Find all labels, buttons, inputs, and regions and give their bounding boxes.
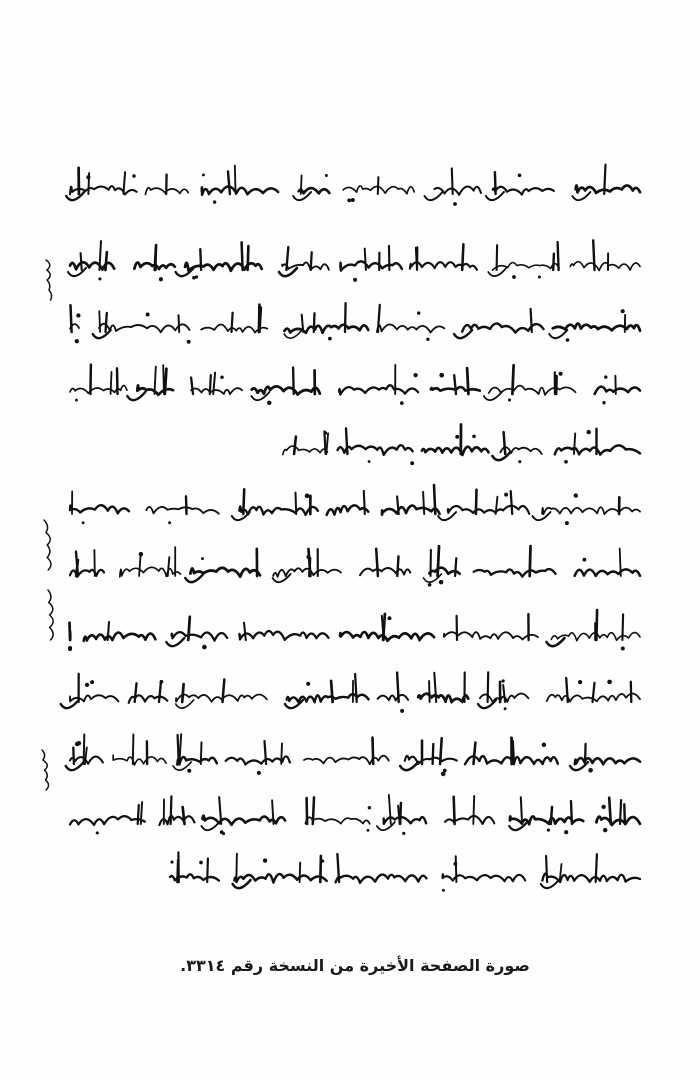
handwriting-stroke <box>530 546 531 576</box>
handwriting-dot <box>388 616 392 620</box>
handwriting-dot <box>565 521 569 525</box>
handwriting-stroke <box>604 165 605 194</box>
handwriting-stroke <box>405 756 457 764</box>
handwriting-stroke <box>113 755 166 765</box>
handwriting-stroke <box>296 493 297 514</box>
handwriting-dot <box>621 309 625 313</box>
handwriting-stroke <box>585 744 586 764</box>
handwriting-dot <box>321 860 324 863</box>
handwriting-dot <box>442 889 445 892</box>
handwriting-stroke <box>336 875 427 883</box>
handwriting-stroke <box>120 567 181 577</box>
handwriting-stroke <box>242 242 243 270</box>
handwriting-stroke <box>423 492 424 514</box>
handwriting-stroke <box>355 674 357 702</box>
handwriting-dot <box>75 742 79 746</box>
handwriting-stroke <box>513 741 514 764</box>
handwriting-stroke <box>620 549 621 577</box>
handwriting-dot <box>538 275 541 278</box>
handwriting-stroke <box>433 744 434 764</box>
handwriting-dot <box>426 338 429 341</box>
handwriting-stroke <box>595 387 640 394</box>
handwriting-stroke <box>185 574 203 582</box>
handwriting-stroke <box>377 822 395 830</box>
handwriting-stroke <box>283 446 328 455</box>
handwriting-dot <box>586 430 590 434</box>
handwriting-dot <box>566 338 570 342</box>
handwriting-stroke <box>546 856 547 882</box>
handwriting-stroke <box>146 507 219 514</box>
handwriting-stroke <box>166 638 184 646</box>
handwriting-stroke <box>365 249 366 270</box>
handwriting-stroke <box>593 240 594 270</box>
handwriting-stroke <box>378 177 379 194</box>
handwriting-stroke <box>177 757 217 765</box>
handwriting-stroke <box>622 614 623 640</box>
handwriting-stroke <box>314 313 315 332</box>
handwriting-stroke <box>346 428 347 454</box>
handwriting-dot <box>453 202 457 206</box>
handwriting-stroke <box>99 324 190 333</box>
handwriting-dot <box>441 772 446 777</box>
handwriting-dot <box>512 275 516 279</box>
handwriting-dot <box>160 680 164 684</box>
handwriting-stroke <box>273 574 291 582</box>
handwriting-stroke <box>48 590 53 640</box>
handwriting-stroke <box>71 305 72 332</box>
handwriting-stroke <box>454 797 455 824</box>
handwriting-dot <box>547 829 550 832</box>
handwriting-stroke <box>313 797 314 824</box>
handwriting-stroke <box>547 638 565 646</box>
handwriting-stroke <box>376 549 378 576</box>
handwriting-stroke <box>106 313 107 332</box>
handwriting-stroke <box>66 192 84 200</box>
handwriting-stroke <box>474 569 556 577</box>
handwriting-stroke <box>309 549 311 576</box>
handwriting-stroke <box>339 385 418 394</box>
handwriting-stroke <box>364 491 365 514</box>
handwriting-stroke <box>200 249 201 270</box>
handwriting-dot <box>602 401 605 404</box>
handwriting-stroke <box>429 681 430 702</box>
handwriting-stroke <box>378 695 408 701</box>
handwriting-stroke <box>226 756 290 764</box>
handwriting-stroke <box>425 192 443 200</box>
handwriting-stroke <box>549 330 567 338</box>
handwriting-stroke <box>484 392 502 400</box>
handwriting-stroke <box>90 365 91 394</box>
handwriting-dot <box>504 707 507 710</box>
handwriting-stroke <box>191 378 193 395</box>
handwriting-stroke <box>575 569 640 576</box>
handwriting-dot <box>68 646 72 650</box>
handwriting-dot <box>574 493 578 497</box>
handwriting-stroke <box>495 172 496 194</box>
handwriting-stroke <box>155 367 156 394</box>
handwriting-stroke <box>185 263 262 271</box>
handwriting-stroke <box>397 556 398 576</box>
handwriting-stroke <box>434 673 436 702</box>
handwriting-stroke <box>42 750 49 790</box>
handwriting-dot <box>213 200 216 203</box>
handwriting-stroke <box>345 303 346 332</box>
handwriting-dot <box>328 337 332 341</box>
handwriting-dot <box>305 494 310 499</box>
handwriting-stroke <box>171 796 172 824</box>
handwriting-dot <box>368 460 371 463</box>
handwriting-dot <box>222 832 225 835</box>
handwriting-stroke <box>553 254 554 270</box>
handwriting-stroke <box>383 614 385 640</box>
handwriting-stroke <box>558 242 559 270</box>
handwriting-stroke <box>445 816 494 824</box>
handwriting-dot <box>621 647 625 651</box>
handwriting-stroke <box>454 375 456 394</box>
handwriting-stroke <box>273 568 341 577</box>
handwriting-dot <box>75 339 79 343</box>
handwriting-dot <box>353 278 357 282</box>
handwriting-dot <box>347 199 351 203</box>
handwriting-stroke <box>609 798 611 824</box>
handwriting-stroke <box>438 512 456 520</box>
handwriting-stroke <box>210 375 211 394</box>
handwriting-dot <box>96 831 99 834</box>
handwriting-stroke <box>576 185 640 192</box>
handwriting-dot <box>306 555 310 559</box>
handwriting-dot <box>402 832 405 835</box>
handwriting-dot <box>603 828 607 832</box>
handwriting-stroke <box>301 175 302 194</box>
handwriting-dot <box>85 683 89 687</box>
handwriting-stroke <box>340 632 434 641</box>
handwriting-dot <box>76 313 80 317</box>
handwriting-stroke <box>127 392 145 400</box>
handwriting-stroke <box>168 557 170 576</box>
handwriting-dot <box>146 313 150 317</box>
handwriting-stroke <box>186 496 187 514</box>
handwriting-stroke <box>438 546 439 576</box>
handwriting-stroke <box>93 330 111 338</box>
handwriting-dot <box>607 680 612 685</box>
handwriting-dot <box>82 521 85 524</box>
handwriting-stroke <box>418 694 468 702</box>
handwriting-stroke <box>397 673 399 702</box>
handwriting-stroke <box>251 392 269 400</box>
handwriting-stroke <box>497 245 498 270</box>
handwriting-stroke <box>521 797 522 824</box>
handwriting-stroke <box>141 802 142 824</box>
handwriting-stroke <box>305 817 369 824</box>
handwriting-stroke <box>223 680 225 703</box>
handwriting-stroke <box>422 447 489 455</box>
handwriting-stroke <box>44 520 51 570</box>
handwriting-dot <box>504 493 508 497</box>
handwriting-stroke <box>340 261 402 270</box>
handwriting-dot <box>202 645 207 650</box>
handwriting-stroke <box>73 748 74 764</box>
handwriting-stroke <box>377 324 445 332</box>
handwriting-stroke <box>509 822 527 830</box>
handwriting-stroke <box>300 863 301 882</box>
handwriting-stroke <box>400 762 418 770</box>
handwriting-stroke <box>239 631 328 640</box>
handwriting-stroke <box>410 262 477 270</box>
handwriting-stroke <box>139 555 141 577</box>
handwriting-stroke <box>492 452 510 460</box>
handwriting-stroke <box>244 623 246 640</box>
handwriting-stroke <box>239 506 318 514</box>
handwriting-stroke <box>236 854 237 882</box>
handwriting-stroke <box>159 682 161 702</box>
handwriting-dot <box>578 680 582 684</box>
handwriting-stroke <box>285 325 369 333</box>
handwriting-stroke <box>311 252 312 270</box>
handwriting-stroke <box>201 822 219 830</box>
handwriting-stroke <box>138 805 139 824</box>
handwriting-dot <box>455 435 459 439</box>
handwriting-stroke <box>596 817 640 825</box>
handwriting-dot <box>351 198 355 202</box>
handwriting-dot <box>508 398 511 401</box>
handwriting-dot <box>170 861 173 864</box>
handwriting-stroke <box>282 262 329 270</box>
handwriting-stroke <box>235 166 236 194</box>
handwriting-dot <box>604 375 607 378</box>
handwriting-stroke <box>183 807 185 824</box>
handwriting-stroke <box>331 681 333 702</box>
handwriting-stroke <box>201 324 267 332</box>
handwriting-dot <box>559 372 563 376</box>
handwriting-stroke <box>105 252 107 270</box>
handwriting-dot <box>220 376 224 380</box>
handwriting-dot <box>454 862 458 866</box>
handwriting-stroke <box>117 368 118 394</box>
handwriting-stroke <box>373 738 374 765</box>
handwriting-stroke <box>440 738 442 764</box>
handwriting-dot <box>132 174 135 177</box>
handwriting-stroke <box>191 388 242 394</box>
handwriting-dot <box>159 277 163 281</box>
handwriting-dot <box>187 340 191 344</box>
handwriting-stroke <box>571 801 572 824</box>
handwriting-stroke <box>512 365 513 394</box>
handwriting-stroke <box>165 369 167 394</box>
handwriting-stroke <box>360 568 410 575</box>
handwriting-stroke <box>46 260 52 300</box>
handwriting-stroke <box>489 386 576 395</box>
handwriting-stroke <box>624 804 625 824</box>
handwriting-stroke <box>326 433 328 454</box>
handwriting-stroke <box>108 622 109 640</box>
handwriting-dot <box>98 277 101 280</box>
handwriting-stroke <box>265 741 267 764</box>
handwriting-dot <box>542 743 547 748</box>
handwriting-dot <box>501 679 504 682</box>
handwriting-dot <box>413 373 417 377</box>
handwriting-stroke <box>228 172 230 195</box>
handwriting-dot <box>306 682 310 686</box>
handwriting-stroke <box>531 309 532 332</box>
handwriting-stroke <box>596 610 597 640</box>
handwriting-dot <box>400 401 404 405</box>
handwriting-stroke <box>455 558 456 576</box>
handwriting-stroke <box>382 506 440 515</box>
handwriting-stroke <box>473 796 474 824</box>
handwriting-stroke <box>176 268 194 276</box>
handwriting-stroke <box>570 262 640 271</box>
handwriting-stroke <box>443 874 526 881</box>
handwriting-dot <box>518 173 522 177</box>
handwriting-stroke <box>201 742 202 764</box>
handwriting-stroke <box>488 672 489 702</box>
handwriting-stroke <box>70 262 114 269</box>
handwriting-dot <box>75 399 78 402</box>
handwriting-stroke <box>492 263 559 271</box>
handwriting-stroke <box>476 490 477 514</box>
handwriting-stroke <box>434 485 435 514</box>
handwriting-stroke <box>70 505 129 513</box>
handwriting-dot <box>257 771 261 775</box>
handwriting-stroke <box>416 248 417 270</box>
handwriting-stroke <box>389 795 391 824</box>
handwriting-dot <box>439 373 444 378</box>
handwriting-stroke <box>111 372 112 394</box>
handwriting-stroke <box>511 491 513 514</box>
handwriting-dot <box>325 174 328 177</box>
handwriting-stroke <box>572 192 590 200</box>
handwriting-stroke <box>541 880 559 888</box>
handwriting-stroke <box>299 188 330 193</box>
handwriting-stroke <box>456 856 457 882</box>
handwriting-dot <box>588 768 593 773</box>
handwriting-stroke <box>503 685 505 702</box>
handwriting-stroke <box>474 743 476 765</box>
handwriting-stroke <box>566 678 568 702</box>
handwriting-stroke <box>553 323 640 330</box>
handwriting-stroke <box>500 447 541 454</box>
handwriting-dot <box>439 580 444 585</box>
handwriting-dot <box>168 521 171 524</box>
handwriting-dot <box>263 858 267 862</box>
handwriting-stroke <box>452 168 453 194</box>
handwriting-dot <box>139 552 144 557</box>
handwriting-stroke <box>133 735 134 765</box>
handwriting-dot <box>86 175 90 179</box>
handwriting-stroke <box>448 506 530 514</box>
handwriting-stroke <box>324 431 325 454</box>
handwriting-stroke <box>178 860 179 882</box>
handwriting-stroke <box>123 172 125 194</box>
handwriting-dot <box>195 275 198 278</box>
handwriting-stroke <box>631 682 632 702</box>
handwriting-dot <box>417 311 420 314</box>
handwriting-stroke <box>542 507 640 514</box>
handwriting-stroke <box>84 633 156 641</box>
handwriting-dot <box>472 435 476 439</box>
handwriting-stroke <box>574 433 575 454</box>
handwriting-stroke <box>70 816 145 825</box>
handwriting-stroke <box>135 683 137 702</box>
handwriting-stroke <box>467 368 468 394</box>
handwriting-stroke <box>307 798 308 824</box>
handwriting-stroke <box>338 445 413 455</box>
handwriting-stroke <box>304 756 389 765</box>
handwriting-stroke <box>243 489 244 514</box>
handwriting-stroke <box>81 253 82 270</box>
handwriting-stroke <box>400 803 401 824</box>
handwriting-stroke <box>378 305 380 332</box>
handwriting-dot <box>368 806 371 809</box>
handwriting-stroke <box>219 797 221 824</box>
handwritten-manuscript <box>40 160 680 920</box>
handwriting-stroke <box>260 308 261 333</box>
handwriting-stroke <box>188 617 190 640</box>
handwriting-stroke <box>182 684 183 702</box>
handwriting-stroke <box>281 743 282 764</box>
handwriting-dot <box>187 769 191 773</box>
handwriting-dot <box>564 830 568 834</box>
handwriting-dot <box>367 829 370 832</box>
handwriting-stroke <box>202 186 278 194</box>
handwriting-dot <box>90 680 94 684</box>
handwriting-stroke <box>504 432 506 454</box>
handwriting-stroke <box>294 437 296 454</box>
handwriting-stroke <box>70 623 71 640</box>
handwriting-dot <box>202 173 205 176</box>
handwriting-stroke <box>320 856 321 882</box>
handwriting-stroke <box>327 505 369 515</box>
handwriting-stroke <box>462 244 463 270</box>
handwriting-stroke <box>248 246 249 270</box>
handwriting-stroke <box>252 386 320 394</box>
handwriting-dot <box>324 431 327 434</box>
handwriting-stroke <box>551 807 552 824</box>
handwriting-stroke <box>99 311 100 332</box>
handwriting-dot <box>518 460 521 463</box>
page-caption: صورة الصفحة الأخيرة من النسخة رقم ٣٣١٤. <box>180 956 530 975</box>
handwriting-dot <box>601 805 605 809</box>
handwriting-dot <box>199 861 203 865</box>
handwriting-stroke <box>293 368 294 395</box>
handwriting-stroke <box>596 854 597 882</box>
handwriting-dot <box>400 709 404 713</box>
handwriting-dot <box>583 558 587 562</box>
handwriting-stroke <box>172 632 228 641</box>
handwriting-stroke <box>179 315 180 332</box>
handwriting-dot <box>267 401 271 405</box>
handwriting-dot <box>564 460 568 464</box>
handwriting-stroke <box>176 700 194 708</box>
handwriting-stroke <box>232 313 233 332</box>
handwriting-dot <box>428 583 432 587</box>
handwritten-manuscript-image <box>40 160 680 920</box>
handwriting-dot <box>410 461 414 465</box>
handwriting-stroke <box>207 859 208 883</box>
handwriting-dot <box>201 557 204 560</box>
handwriting-stroke <box>84 735 85 765</box>
handwriting-stroke <box>620 800 621 824</box>
